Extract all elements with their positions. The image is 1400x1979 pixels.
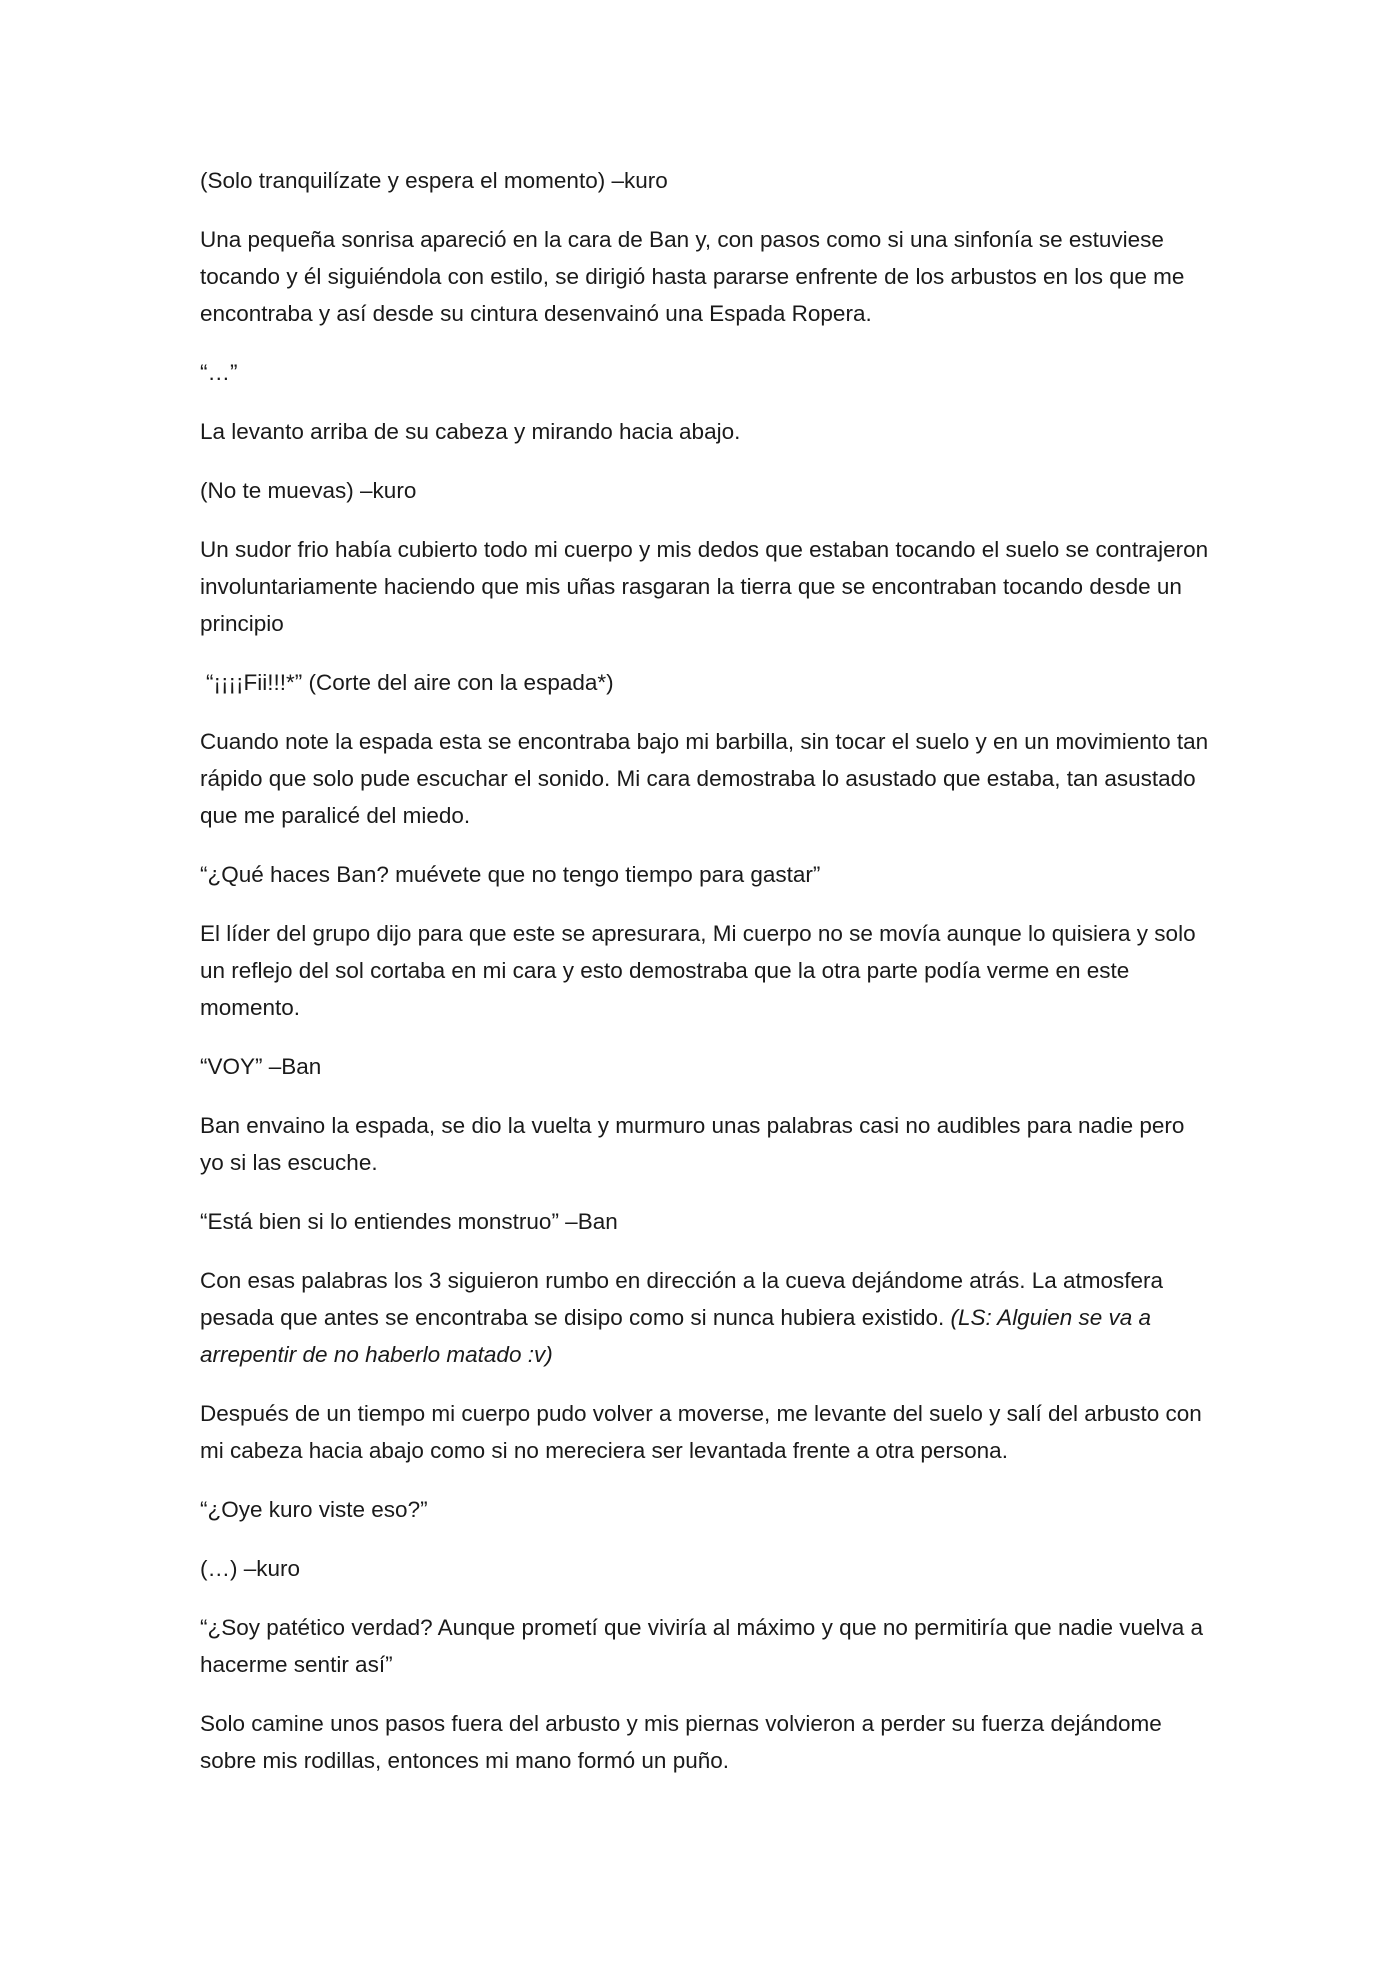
paragraph-6: Un sudor frio había cubierto todo mi cuerpo y mis dedos que estaban tocando el suelo se contrajeron involuntariamente haciendo que mis uñas rasgaran la tierra que se encontraban tocando desde un principio (200, 537, 1209, 636)
paragraph-3: “…” (200, 360, 238, 385)
paragraph-14-main: Con esas palabras los 3 siguieron rumbo en dirección a la cueva dejándome atrás. La atmosfera pesada que antes se encontraba se disipo como si nunca hubiera existido. (200, 1268, 1164, 1330)
paragraph-11: “VOY” –Ban (200, 1054, 322, 1079)
paragraph-4: La levanto arriba de su cabeza y mirando hacia abajo. (200, 419, 741, 444)
paragraph-8: Cuando note la espada esta se encontraba bajo mi barbilla, sin tocar el suelo y en un movimiento tan rápido que solo pude escuchar el sonido. Mi cara demostraba lo asustado que estaba, tan asustado que me paralicé del miedo. (200, 729, 1209, 828)
paragraph-9: “¿Qué haces Ban? muévete que no tengo tiempo para gastar” (200, 862, 821, 887)
paragraph-2: Una pequeña sonrisa apareció en la cara de Ban y, con pasos como si una sinfonía se estuviese tocando y él siguiéndola con estilo, se dirigió hasta pararse enfrente de los arbustos en los que me encontraba y así desde su cintura desenvainó una Espada Ropera. (200, 227, 1185, 326)
paragraph-18: “¿Soy patético verdad? Aunque prometí que viviría al máximo y que no permitiría que nadie vuelva a hacerme sentir así” (200, 1615, 1204, 1677)
paragraph-7: “¡¡¡¡Fii!!!*” (Corte del aire con la espada*) (206, 670, 614, 695)
author-aside-note: (LS: Alguien se va a arrepentir de no haberlo matado :v) (200, 1305, 1152, 1367)
paragraph-15: Después de un tiempo mi cuerpo pudo volver a moverse, me levante del suelo y salí del arbusto con mi cabeza hacia abajo como si no mereciera ser levantada frente a otra persona. (200, 1401, 1202, 1463)
document-body (200, 162, 1210, 1801)
paragraph-1: (Solo tranquilízate y espera el momento) –kuro (200, 168, 668, 193)
paragraph-12: Ban envaino la espada, se dio la vuelta y murmuro unas palabras casi no audibles para nadie pero yo si las escuche. (200, 1113, 1185, 1175)
paragraph-14 (200, 1262, 1210, 1373)
paragraph-10: El líder del grupo dijo para que este se apresurara, Mi cuerpo no se movía aunque lo quisiera y solo un reflejo del sol cortaba en mi cara y esto demostraba que la otra parte podía verme en este momento. (200, 921, 1196, 1020)
paragraph-19: Solo camine unos pasos fuera del arbusto y mis piernas volvieron a perder su fuerza dejándome sobre mis rodillas, entonces mi mano formó un puño. (200, 1711, 1162, 1773)
paragraph-13: “Está bien si lo entiendes monstruo” –Ban (200, 1209, 618, 1234)
paragraph-16: “¿Oye kuro viste eso?” (200, 1497, 428, 1522)
paragraph-17: (…) –kuro (200, 1556, 301, 1581)
paragraph-5: (No te muevas) –kuro (200, 478, 417, 503)
